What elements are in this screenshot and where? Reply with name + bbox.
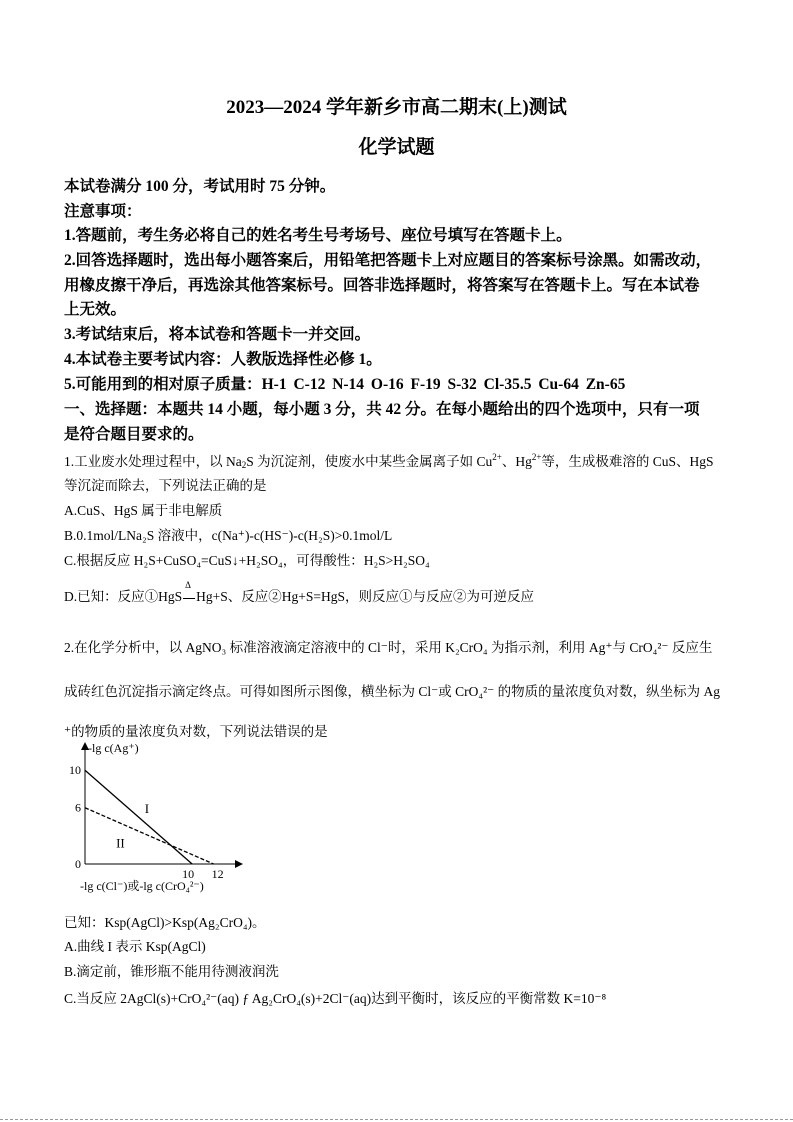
exam-subtitle: 化学试题 — [358, 137, 435, 158]
notice-item-2-line-1: 2.回答选择题时，选出每小题答案后，用铅笔把答题卡上对应题目的答案标号涂黑。如需改动， — [64, 252, 712, 269]
q2-stem-line-3: ⁺的物质的量浓度负对数，下列说法错误的是 — [64, 724, 328, 739]
q1-option-c: C.根据反应 H₂S+CuSO₄=CuS↓+H₂SO₄，可得酸性：H₂S>H₂SO₄ — [64, 553, 430, 568]
exam-title: 2023—2024 学年新乡市高二期末(上)测试 — [226, 97, 567, 118]
x-tick-label: 12 — [211, 867, 224, 881]
q2-stem-line-1: 2.在化学分析中，以 AgNO₃ 标准溶液滴定溶液中的 Cl⁻时，采用 K₂CrO₄ 为指示剂，利用 Ag⁺与 CrO₄²⁻ 反应生 — [64, 640, 713, 655]
x-tick-label: 10 — [182, 867, 195, 881]
notice-item-3: 3.考试结束后，将本试卷和答题卡一并交回。 — [64, 326, 371, 343]
y-tick-label: 0 — [75, 857, 81, 871]
q1-stem-line-1: 1.工业废水处理过程中，以 $Na_2S$ 为沉淀剂，使废水中某些金属离子如 $Cu^{2+}$、$Hg^{2+}$等，生成极难溶的 CuS、HgS — [64, 452, 714, 470]
notice-item-1: 1.答题前，考生务必将自己的姓名考生号考场号、座位号填写在答题卡上。 — [64, 227, 572, 244]
q1-option-b: B.0.1mol/LNa₂S 溶液中，c(Na⁺)-c(HS⁻)-c(H₂S)>0.1mol/L — [64, 528, 393, 543]
y-tick-label: 6 — [75, 800, 81, 815]
notice-item-4: 4.本试卷主要考试内容：人教版选择性必修 1。 — [64, 351, 382, 368]
heating-arrow-icon: Δ — [182, 592, 196, 604]
series-label-I: I — [144, 801, 150, 817]
section-heading-line-1: 一、选择题：本题共 14 小题，每小题 3 分，共 42 分。在每小题给出的四个选项中，只有一项 — [64, 401, 700, 418]
q2-option-c: C.当反应 2AgCl(s)+CrO₄²⁻(aq) ƒ Ag₂CrO₄(s)+2Cl⁻(aq)达到平衡时，该反应的平衡常数 K=10⁻⁸ — [64, 991, 607, 1006]
page-bottom-divider — [0, 1119, 793, 1120]
q1-stem-line-2: 等沉淀而除去，下列说法正确的是 — [64, 478, 267, 493]
q1-option-d: D.已知：反应①HgS Δ Hg+S、反应②Hg+S=HgS，则反应①与反应②为可逆反应 — [64, 579, 535, 604]
x-axis-arrow-icon — [235, 860, 243, 868]
q2-known: 已知：Ksp(AgCl)>Ksp(Ag₂CrO₄)。 — [64, 915, 266, 930]
y-axis-label: -lg c(Ag⁺) — [88, 742, 139, 755]
q2-option-b: B.滴定前，锥形瓶不能用待测液润洗 — [64, 964, 279, 979]
section-heading-line-2: 是符合题目要求的。 — [64, 426, 204, 443]
y-tick-label: 10 — [69, 763, 81, 778]
notice-heading: 注意事项： — [64, 203, 142, 220]
series-line-II — [85, 808, 214, 864]
q2-stem-line-2: 成砖红色沉淀指示滴定终点。可得如图所示图像，横坐标为 Cl⁻或 CrO₄²⁻ 的物质的量浓度负对数，纵坐标为 Ag — [64, 684, 721, 699]
notice-item-2-line-2: 用橡皮擦干净后，再选涂其他答案标号。回答非选择题时，将答案写在答题卡上。写在本试卷 — [64, 277, 700, 294]
notice-item-5: 5.可能用到的相对原子质量：H-1 C-12 N-14 O-16 F-19 S-32 Cl-35.5 Cu-64 Zn-65 — [64, 376, 626, 393]
ksp-chart — [60, 742, 250, 894]
score-line: 本试卷满分 100 分，考试用时 75 分钟。 — [64, 178, 336, 195]
q2-option-a: A.曲线 I 表示 Ksp(AgCl) — [64, 939, 206, 954]
x-axis-label: -lg c(Cl⁻)或-lg c(CrO₄²⁻) — [80, 879, 204, 893]
q1-option-a: A.CuS、HgS 属于非电解质 — [64, 503, 223, 518]
series-line-I — [85, 770, 192, 864]
notice-item-2-line-3: 上无效。 — [64, 301, 127, 318]
series-label-II: II — [116, 835, 125, 851]
